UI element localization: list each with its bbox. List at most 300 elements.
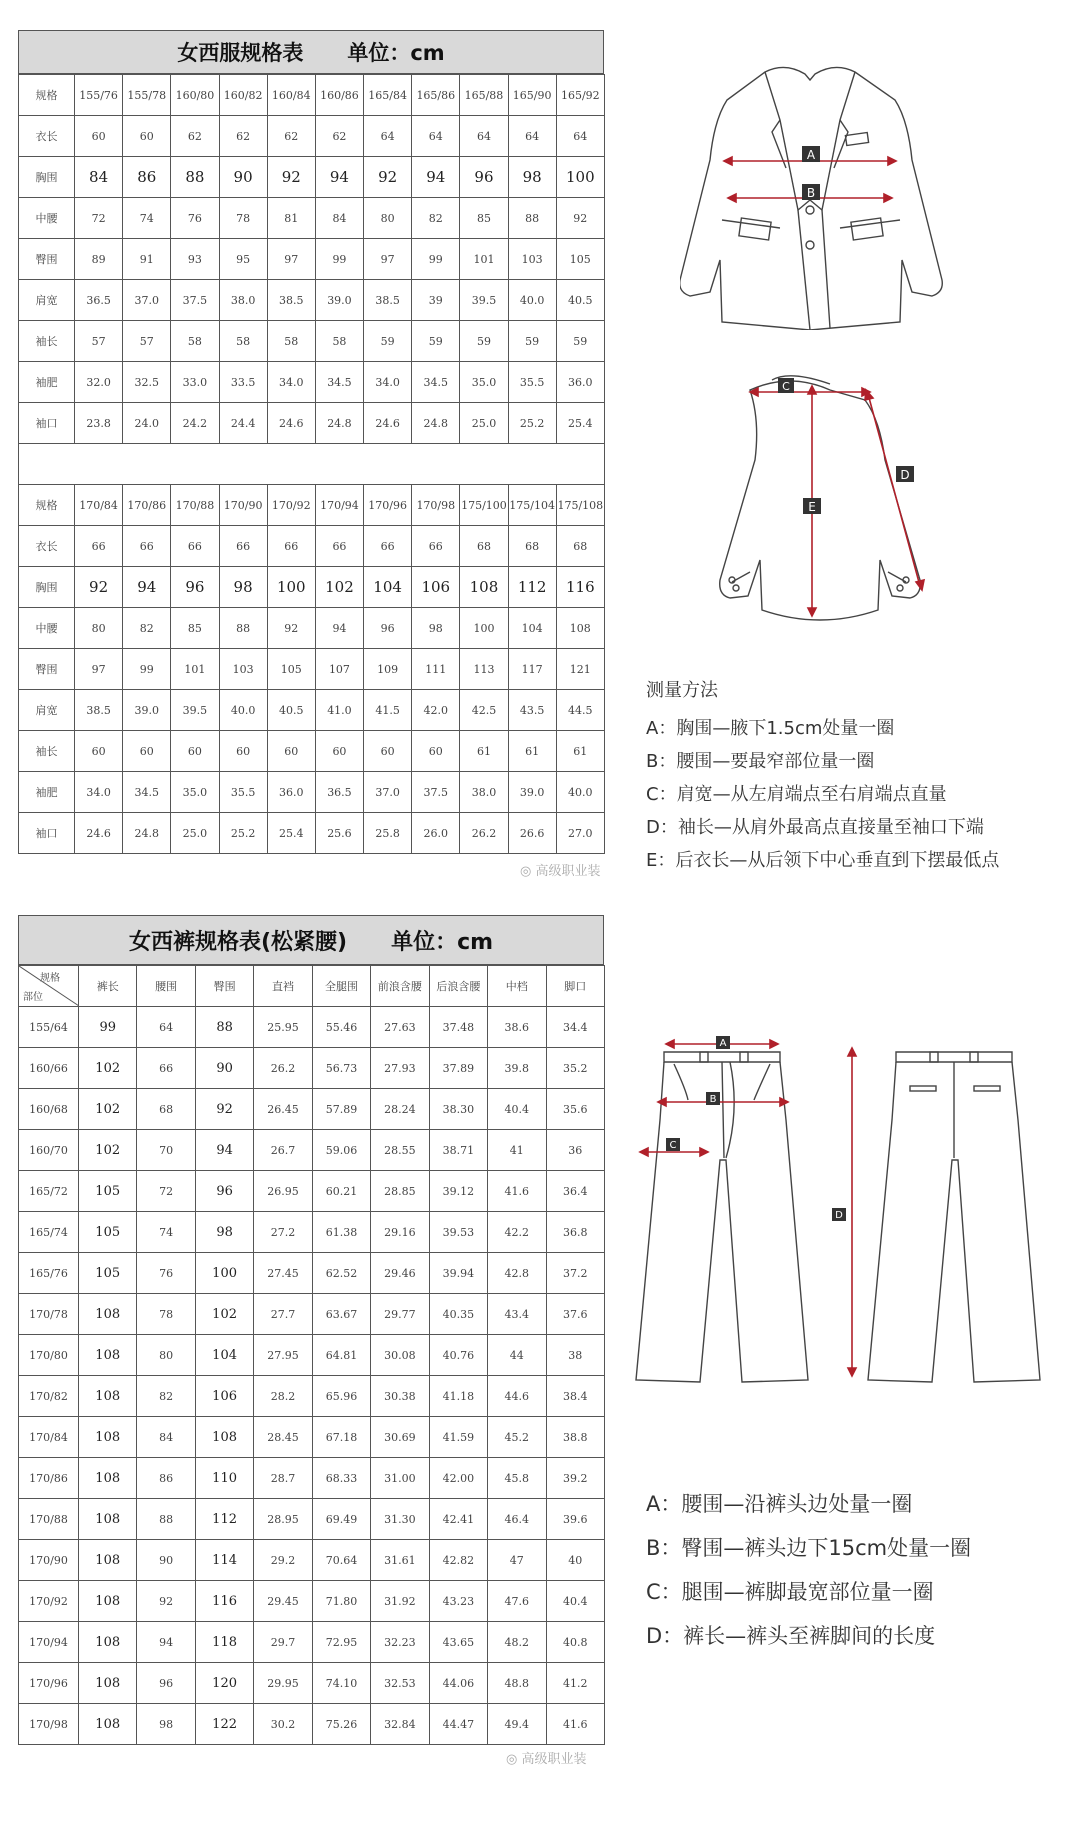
table-cell: 43.23 <box>429 1581 487 1622</box>
table-cell: 28.24 <box>371 1089 429 1130</box>
table-cell: 40.4 <box>488 1089 546 1130</box>
table-cell: 58 <box>219 321 267 362</box>
table-cell: 66 <box>412 526 460 567</box>
table-cell: 100 <box>195 1253 253 1294</box>
table-cell: 59 <box>412 321 460 362</box>
row-label: 170/94 <box>19 1622 79 1663</box>
table-cell: 170/86 <box>123 485 171 526</box>
table-row <box>19 157 605 198</box>
table-cell: 160/82 <box>219 75 267 116</box>
column-header: 直裆 <box>254 966 312 1007</box>
table-cell: 31.92 <box>371 1581 429 1622</box>
table-cell: 60 <box>412 731 460 772</box>
table-cell: 110 <box>195 1458 253 1499</box>
table-cell: 76 <box>171 198 219 239</box>
table-cell: 41.18 <box>429 1376 487 1417</box>
table-cell: 58 <box>267 321 315 362</box>
table-cell: 56.73 <box>312 1048 370 1089</box>
table-cell: 102 <box>315 567 363 608</box>
table-cell: 38.30 <box>429 1089 487 1130</box>
table-cell: 108 <box>79 1663 137 1704</box>
table-cell: 112 <box>195 1499 253 1540</box>
table-cell: 39.12 <box>429 1171 487 1212</box>
table-cell: 120 <box>195 1663 253 1704</box>
table-row <box>19 567 605 608</box>
table-cell: 93 <box>171 239 219 280</box>
table-cell: 90 <box>195 1048 253 1089</box>
table-cell: 42.5 <box>460 690 508 731</box>
table-cell: 27.93 <box>371 1048 429 1089</box>
table-cell: 34.4 <box>546 1007 604 1048</box>
table-cell: 68 <box>137 1089 195 1130</box>
table-cell: 42.41 <box>429 1499 487 1540</box>
row-label: 170/80 <box>19 1335 79 1376</box>
table-cell: 34.5 <box>123 772 171 813</box>
table-cell: 30.08 <box>371 1335 429 1376</box>
label-e-icon <box>803 498 821 514</box>
table-cell: 98 <box>508 157 556 198</box>
table-row <box>19 1335 605 1376</box>
table-cell: 80 <box>364 198 412 239</box>
table-cell: 39.6 <box>546 1499 604 1540</box>
table-cell: 99 <box>315 239 363 280</box>
table-cell: 74 <box>123 198 171 239</box>
table-cell: 74 <box>137 1212 195 1253</box>
table-cell: 109 <box>364 649 412 690</box>
row-label: 袖长 <box>19 731 75 772</box>
row-label: 170/86 <box>19 1458 79 1499</box>
table-cell: 34.0 <box>267 362 315 403</box>
row-label: 臀围 <box>19 649 75 690</box>
table-cell: 42.2 <box>488 1212 546 1253</box>
table-cell: 37.0 <box>364 772 412 813</box>
column-header: 前浪含腰 <box>371 966 429 1007</box>
table-cell: 72.95 <box>312 1622 370 1663</box>
table-cell: 108 <box>79 1417 137 1458</box>
table-cell: 44.6 <box>488 1376 546 1417</box>
table-cell: 36.5 <box>315 772 363 813</box>
header-row <box>19 966 605 1007</box>
table-cell: 36 <box>546 1130 604 1171</box>
table-cell: 80 <box>137 1335 195 1376</box>
note-line: B：腰围—要最窄部位量一圈 <box>646 751 875 772</box>
table-cell: 37.48 <box>429 1007 487 1048</box>
table-cell: 160/80 <box>171 75 219 116</box>
table-cell: 39.5 <box>171 690 219 731</box>
table-cell: 170/96 <box>364 485 412 526</box>
table-cell: 44 <box>488 1335 546 1376</box>
table-cell: 38.5 <box>267 280 315 321</box>
table-cell: 72 <box>75 198 123 239</box>
table-cell: 38.5 <box>75 690 123 731</box>
table-cell: 29.45 <box>254 1581 312 1622</box>
table-cell: 99 <box>123 649 171 690</box>
table-cell: 27.7 <box>254 1294 312 1335</box>
table-cell: 25.6 <box>315 813 363 854</box>
table-cell: 27.0 <box>556 813 604 854</box>
table-cell: 99 <box>79 1007 137 1048</box>
row-label: 衣长 <box>19 116 75 157</box>
table-cell: 29.2 <box>254 1540 312 1581</box>
table-cell: 29.77 <box>371 1294 429 1335</box>
table-cell: 30.2 <box>254 1704 312 1745</box>
table-cell: 39.0 <box>315 280 363 321</box>
note-line: B：臀围—裤头边下15cm处量一圈 <box>646 1536 972 1560</box>
table-cell: 108 <box>79 1294 137 1335</box>
table-row <box>19 731 605 772</box>
label-c-icon <box>778 378 794 393</box>
table-cell: 39 <box>412 280 460 321</box>
table-cell: 66 <box>171 526 219 567</box>
label-c-icon <box>666 1138 680 1151</box>
svg-text:E: E <box>808 500 816 514</box>
table-cell: 29.7 <box>254 1622 312 1663</box>
table-cell: 104 <box>508 608 556 649</box>
table-cell: 105 <box>556 239 604 280</box>
table-cell: 32.5 <box>123 362 171 403</box>
table-cell: 106 <box>195 1376 253 1417</box>
table-cell: 24.8 <box>315 403 363 444</box>
table-cell: 108 <box>460 567 508 608</box>
table-cell: 38.8 <box>546 1417 604 1458</box>
table-cell: 108 <box>556 608 604 649</box>
table-cell: 88 <box>219 608 267 649</box>
table-cell: 114 <box>195 1540 253 1581</box>
table-cell: 86 <box>137 1458 195 1499</box>
table-cell: 170/84 <box>75 485 123 526</box>
table-row <box>19 1048 605 1089</box>
table-cell: 105 <box>79 1171 137 1212</box>
table-cell: 89 <box>75 239 123 280</box>
table-cell: 90 <box>137 1540 195 1581</box>
table-cell: 49.4 <box>488 1704 546 1745</box>
table-cell: 61 <box>556 731 604 772</box>
table-cell: 30.69 <box>371 1417 429 1458</box>
table-cell: 41.6 <box>546 1704 604 1745</box>
corner-top-label: 规格 <box>40 973 60 984</box>
table-cell: 36.5 <box>75 280 123 321</box>
row-label: 袖肥 <box>19 772 75 813</box>
jacket-title: 女西服规格表 <box>177 41 304 65</box>
table-cell: 175/104 <box>508 485 556 526</box>
table-cell: 59 <box>460 321 508 362</box>
table-cell: 94 <box>315 157 363 198</box>
table-cell: 97 <box>75 649 123 690</box>
note-line: C：肩宽—从左肩端点至右肩端点直量 <box>646 784 947 805</box>
row-label: 165/74 <box>19 1212 79 1253</box>
table-cell: 35.5 <box>219 772 267 813</box>
table-cell: 26.2 <box>254 1048 312 1089</box>
jacket-front-diagram <box>680 60 960 330</box>
row-label: 170/92 <box>19 1581 79 1622</box>
svg-text:B: B <box>806 186 816 200</box>
table-cell: 24.4 <box>219 403 267 444</box>
table-cell: 25.0 <box>460 403 508 444</box>
table-cell: 92 <box>267 608 315 649</box>
row-label: 胸围 <box>19 567 75 608</box>
table-row <box>19 1622 605 1663</box>
svg-text:A: A <box>806 148 816 162</box>
svg-text:B: B <box>709 1094 717 1105</box>
row-label: 袖口 <box>19 813 75 854</box>
note-line: C：腿围—裤脚最宽部位量一圈 <box>646 1580 934 1604</box>
watermark: ◎ 高级职业装 <box>506 1752 587 1767</box>
table-cell: 175/100 <box>460 485 508 526</box>
table-row <box>19 362 605 403</box>
table-cell: 102 <box>79 1089 137 1130</box>
table-cell: 64 <box>556 116 604 157</box>
table-cell: 31.30 <box>371 1499 429 1540</box>
table-cell: 42.0 <box>412 690 460 731</box>
row-label: 155/64 <box>19 1007 79 1048</box>
table-cell: 121 <box>556 649 604 690</box>
table-cell: 68 <box>556 526 604 567</box>
table-row <box>19 1130 605 1171</box>
table-cell: 42.8 <box>488 1253 546 1294</box>
table-cell: 43.4 <box>488 1294 546 1335</box>
table-row <box>19 1171 605 1212</box>
table-cell: 98 <box>412 608 460 649</box>
row-label: 170/96 <box>19 1663 79 1704</box>
table-cell: 40 <box>546 1540 604 1581</box>
table-cell: 33.0 <box>171 362 219 403</box>
table-cell: 58 <box>315 321 363 362</box>
table-cell: 48.2 <box>488 1622 546 1663</box>
table-cell: 108 <box>195 1417 253 1458</box>
table-cell: 170/90 <box>219 485 267 526</box>
row-label: 中腰 <box>19 198 75 239</box>
table-cell: 103 <box>219 649 267 690</box>
table-cell: 43.65 <box>429 1622 487 1663</box>
table-cell: 60 <box>123 116 171 157</box>
table-cell: 96 <box>195 1171 253 1212</box>
table-cell: 24.8 <box>123 813 171 854</box>
table-cell: 100 <box>556 157 604 198</box>
table-cell: 170/88 <box>171 485 219 526</box>
table-cell: 165/88 <box>460 75 508 116</box>
row-label: 肩宽 <box>19 280 75 321</box>
table-cell: 28.2 <box>254 1376 312 1417</box>
table-cell: 116 <box>556 567 604 608</box>
table-cell: 108 <box>79 1704 137 1745</box>
table-cell: 100 <box>460 608 508 649</box>
table-cell: 118 <box>195 1622 253 1663</box>
table-spacer-row <box>19 444 605 485</box>
table-cell: 25.2 <box>508 403 556 444</box>
table-cell: 59.06 <box>312 1130 370 1171</box>
table-cell: 98 <box>137 1704 195 1745</box>
table-cell: 102 <box>195 1294 253 1335</box>
watermark: ◎ 高级职业装 <box>520 864 601 879</box>
table-cell: 39.0 <box>508 772 556 813</box>
table-cell: 103 <box>508 239 556 280</box>
table-cell: 64 <box>137 1007 195 1048</box>
row-label: 160/70 <box>19 1130 79 1171</box>
pants-unit: 单位：cm <box>391 929 494 955</box>
note-line: D：裤长—裤头至裤脚间的长度 <box>646 1624 936 1648</box>
table-cell: 40.4 <box>546 1581 604 1622</box>
table-row <box>19 116 605 157</box>
table-cell: 23.8 <box>75 403 123 444</box>
row-label: 袖肥 <box>19 362 75 403</box>
table-cell: 96 <box>137 1663 195 1704</box>
table-cell: 44.06 <box>429 1663 487 1704</box>
table-cell: 57 <box>123 321 171 362</box>
table-cell: 122 <box>195 1704 253 1745</box>
table-cell: 38 <box>546 1335 604 1376</box>
table-row <box>19 198 605 239</box>
table-cell: 38.0 <box>460 772 508 813</box>
table-cell: 41.0 <box>315 690 363 731</box>
svg-text:D: D <box>900 468 910 482</box>
table-cell: 65.96 <box>312 1376 370 1417</box>
row-label: 中腰 <box>19 608 75 649</box>
table-cell: 67.18 <box>312 1417 370 1458</box>
table-cell: 28.85 <box>371 1171 429 1212</box>
table-cell: 38.6 <box>488 1007 546 1048</box>
table-cell: 31.61 <box>371 1540 429 1581</box>
table-cell: 165/90 <box>508 75 556 116</box>
table-cell: 101 <box>460 239 508 280</box>
table-cell: 32.53 <box>371 1663 429 1704</box>
table-cell: 165/92 <box>556 75 604 116</box>
label-d-icon <box>832 1208 846 1221</box>
pants-title-bar <box>18 915 604 965</box>
table-cell: 34.5 <box>412 362 460 403</box>
table-cell: 45.2 <box>488 1417 546 1458</box>
table-cell: 68 <box>508 526 556 567</box>
table-cell: 38.5 <box>364 280 412 321</box>
table-cell: 96 <box>171 567 219 608</box>
table-cell: 82 <box>123 608 171 649</box>
table-cell: 26.45 <box>254 1089 312 1130</box>
table-row <box>19 280 605 321</box>
table-cell: 25.4 <box>556 403 604 444</box>
pants-diagram <box>630 1030 1060 1390</box>
table-cell: 82 <box>412 198 460 239</box>
table-cell: 155/78 <box>123 75 171 116</box>
table-cell: 26.0 <box>412 813 460 854</box>
table-cell: 88 <box>137 1499 195 1540</box>
table-cell: 85 <box>171 608 219 649</box>
table-cell: 92 <box>195 1089 253 1130</box>
table-cell: 30.38 <box>371 1376 429 1417</box>
table-cell: 81 <box>267 198 315 239</box>
table-cell: 108 <box>79 1581 137 1622</box>
svg-text:C: C <box>669 1140 677 1151</box>
table-cell: 34.0 <box>75 772 123 813</box>
row-label: 规格 <box>19 485 75 526</box>
table-cell: 102 <box>79 1130 137 1171</box>
table-cell: 100 <box>267 567 315 608</box>
table-cell: 26.6 <box>508 813 556 854</box>
table-cell: 39.94 <box>429 1253 487 1294</box>
table-row <box>19 485 605 526</box>
table-cell: 25.95 <box>254 1007 312 1048</box>
table-cell: 40.0 <box>219 690 267 731</box>
label-b-icon <box>802 184 820 200</box>
row-label: 规格 <box>19 75 75 116</box>
table-cell: 160/84 <box>267 75 315 116</box>
column-header: 中档 <box>488 966 546 1007</box>
pants-size-table <box>18 965 605 1745</box>
table-cell: 35.5 <box>508 362 556 403</box>
table-cell: 39.53 <box>429 1212 487 1253</box>
table-row <box>19 1089 605 1130</box>
jacket-measure-notes <box>646 676 999 877</box>
table-cell: 60 <box>75 731 123 772</box>
svg-text:A: A <box>719 1038 727 1049</box>
table-cell: 78 <box>219 198 267 239</box>
table-cell: 37.6 <box>546 1294 604 1335</box>
table-cell: 92 <box>364 157 412 198</box>
table-cell: 34.0 <box>364 362 412 403</box>
table-row <box>19 772 605 813</box>
table-cell: 64 <box>412 116 460 157</box>
table-cell: 59 <box>508 321 556 362</box>
table-cell: 38.0 <box>219 280 267 321</box>
row-label: 袖口 <box>19 403 75 444</box>
table-cell: 99 <box>412 239 460 280</box>
table-cell: 38.4 <box>546 1376 604 1417</box>
table-cell: 37.89 <box>429 1048 487 1089</box>
pants-title: 女西裤规格表(松紧腰) <box>128 929 348 955</box>
table-cell: 35.0 <box>460 362 508 403</box>
row-label: 170/90 <box>19 1540 79 1581</box>
table-cell: 27.2 <box>254 1212 312 1253</box>
label-a-icon <box>802 146 820 162</box>
note-line: A：腰围—沿裤头边处量一圈 <box>646 1492 913 1516</box>
table-row <box>19 321 605 362</box>
table-row <box>19 75 605 116</box>
table-cell: 36.0 <box>267 772 315 813</box>
table-cell: 88 <box>195 1007 253 1048</box>
table-cell: 62.52 <box>312 1253 370 1294</box>
table-cell: 28.7 <box>254 1458 312 1499</box>
table-cell: 66 <box>75 526 123 567</box>
table-cell: 64 <box>508 116 556 157</box>
table-row <box>19 649 605 690</box>
table-row <box>19 239 605 280</box>
row-label: 170/78 <box>19 1294 79 1335</box>
table-cell: 170/94 <box>315 485 363 526</box>
table-cell: 29.95 <box>254 1663 312 1704</box>
table-cell: 41.2 <box>546 1663 604 1704</box>
table-cell: 88 <box>508 198 556 239</box>
table-cell: 96 <box>460 157 508 198</box>
svg-text:C: C <box>782 380 790 393</box>
table-cell: 108 <box>79 1499 137 1540</box>
table-cell: 36.4 <box>546 1171 604 1212</box>
table-cell: 27.45 <box>254 1253 312 1294</box>
table-cell: 70 <box>137 1130 195 1171</box>
table-cell: 36.8 <box>546 1212 604 1253</box>
table-cell: 35.0 <box>171 772 219 813</box>
table-cell: 40.76 <box>429 1335 487 1376</box>
table-cell: 26.7 <box>254 1130 312 1171</box>
table-cell: 25.8 <box>364 813 412 854</box>
table-cell: 25.4 <box>267 813 315 854</box>
table-row <box>19 690 605 731</box>
table-cell: 165/86 <box>412 75 460 116</box>
table-cell: 38.71 <box>429 1130 487 1171</box>
table-cell: 40.8 <box>546 1622 604 1663</box>
table-cell: 60 <box>171 731 219 772</box>
table-cell: 90 <box>219 157 267 198</box>
corner-cell <box>19 966 79 1007</box>
table-cell: 66 <box>364 526 412 567</box>
table-cell: 61 <box>508 731 556 772</box>
